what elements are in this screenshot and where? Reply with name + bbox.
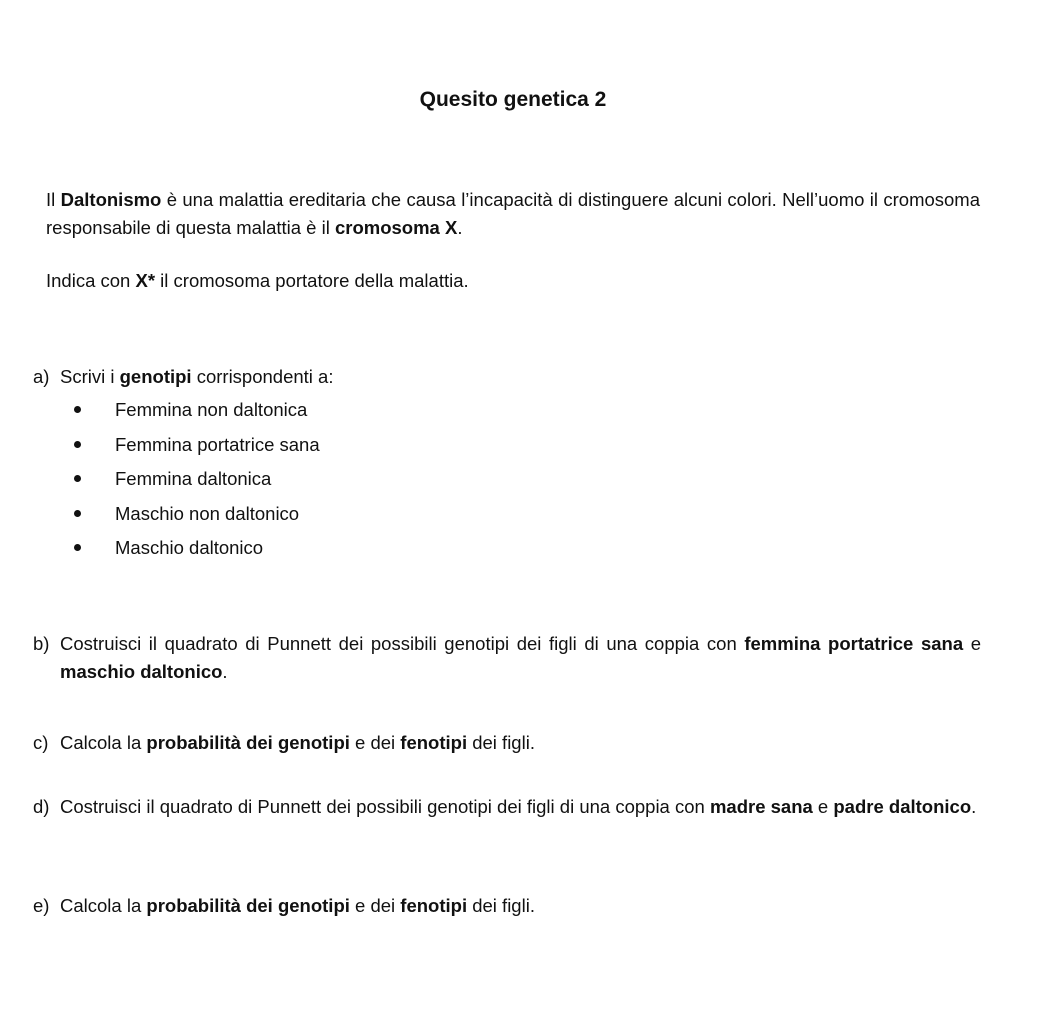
question-text — [60, 892, 981, 920]
bold-term-fenotipi: fenotipi — [400, 895, 468, 916]
bold-term-cromosoma-x: cromosoma X — [334, 217, 458, 238]
text-run: . — [971, 796, 977, 817]
question-b — [33, 630, 981, 686]
question-letter: c) — [33, 732, 49, 753]
text-run: e — [812, 796, 834, 817]
list-item — [71, 500, 320, 535]
bold-term-daltonismo: Daltonismo — [60, 189, 162, 210]
bold-term-genotipi: genotipi — [119, 366, 192, 387]
intro-paragraph-notation — [46, 267, 980, 295]
text-run: e dei — [349, 895, 401, 916]
text-run: Scrivi i — [60, 366, 120, 387]
document-title: Quesito genetica 2 — [419, 88, 607, 111]
intro-paragraph-daltonism — [46, 186, 980, 242]
question-a — [33, 363, 981, 391]
list-item — [71, 396, 320, 431]
list-item — [71, 431, 320, 466]
list-item-text: Maschio daltonico — [115, 537, 264, 558]
question-letter: e) — [33, 895, 50, 916]
text-run: Indica con — [46, 270, 136, 291]
bullet-icon — [71, 465, 115, 500]
text-run: dei figli. — [467, 732, 535, 753]
list-item-text: Femmina daltonica — [115, 468, 272, 489]
bold-term-femmina-portatrice-sana: femmina portatrice sana — [744, 633, 964, 654]
text-run: dei figli. — [467, 895, 535, 916]
text-run: corrispondenti a: — [191, 366, 334, 387]
genotype-bullet-list — [71, 396, 320, 569]
text-run: . — [457, 217, 463, 238]
text-run: Costruisci il quadrato di Punnett dei possibili genotipi dei figli di una coppia con — [60, 633, 745, 654]
list-item — [71, 465, 320, 500]
bullet-icon — [71, 500, 115, 535]
list-item-text: Femmina portatrice sana — [115, 433, 320, 455]
bullet-icon — [71, 396, 115, 431]
text-run: Il — [46, 189, 61, 210]
question-letter: d) — [33, 796, 50, 817]
question-text — [60, 630, 981, 686]
text-run: il cromosoma portatore della malattia. — [155, 270, 469, 291]
bold-term-fenotipi: fenotipi — [400, 732, 468, 753]
bold-term-madre-sana: madre sana — [709, 796, 813, 817]
question-text — [60, 363, 981, 391]
list-item-text: Maschio non daltonico — [115, 502, 300, 524]
question-c — [33, 729, 981, 757]
list-item — [71, 534, 320, 569]
bold-term-probabilita-genotipi: probabilità dei genotipi — [146, 895, 350, 916]
bold-term-x-star: X* — [135, 270, 156, 291]
question-e — [33, 892, 981, 920]
bold-term-padre-daltonico: padre daltonico — [833, 796, 972, 817]
question-text — [60, 729, 981, 757]
list-item-text: Femmina non daltonica — [115, 399, 308, 420]
question-text — [60, 793, 981, 821]
text-run: . — [222, 661, 228, 682]
question-letter: a) — [33, 366, 50, 387]
bold-term-probabilita-genotipi: probabilità dei genotipi — [146, 732, 350, 753]
text-run: Calcola la — [60, 732, 147, 753]
text-run: Calcola la — [60, 895, 147, 916]
question-letter: b) — [33, 633, 50, 654]
text-run: e dei — [349, 732, 401, 753]
text-run: è una malattia ereditaria che causa l’incapacità di distinguere alcuni colori. Nell’uomo il cromosoma responsabile di questa malattia è il — [46, 189, 981, 238]
text-run: e — [963, 633, 981, 654]
bold-term-maschio-daltonico: maschio daltonico — [60, 661, 223, 682]
text-run: Costruisci il quadrato di Punnett dei possibili genotipi dei figli di una coppia con — [60, 796, 710, 817]
question-d — [33, 793, 981, 821]
bullet-icon — [71, 534, 115, 569]
bullet-icon — [71, 431, 115, 466]
